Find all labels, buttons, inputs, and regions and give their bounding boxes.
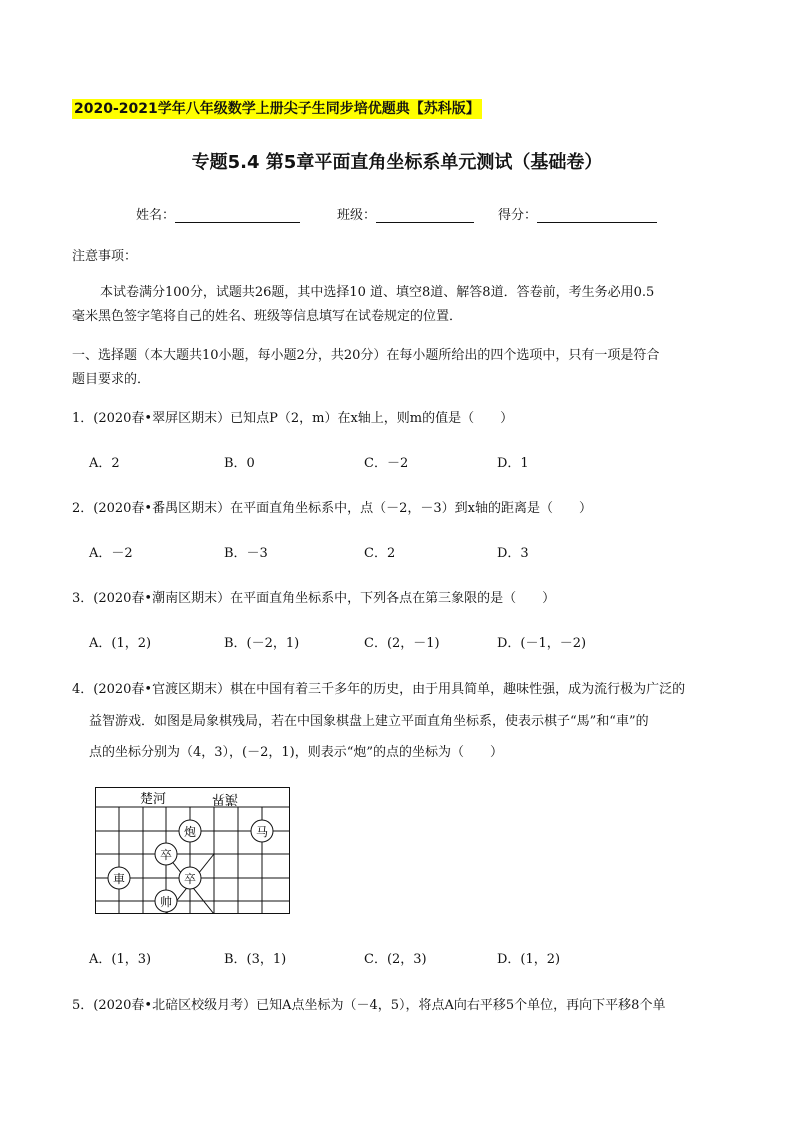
river-left-text: 楚河 [140,792,167,807]
question-4-line-3: 点的坐标分别为（4，3），(－2，1)，则表示“炮”的点的坐标为（ ） [89,745,504,760]
notes-line-1: 本试卷满分100分，试题共26题，其中选择10 道、填空8道、解答8道．答卷前，考生务必用0.5 [100,285,655,300]
q1-option-d: D．1 [497,456,529,471]
q4-option-c: C．(2，3) [364,952,427,967]
notes-line-2: 毫米黑色签字笔将自己的姓名、班级等信息填写在试卷规定的位置． [72,309,463,324]
piece-ma [251,820,273,842]
piece-ma-label: 马 [255,825,269,839]
class-label: 班级： [337,208,377,223]
name-label: 姓名： [136,208,176,223]
score-field [498,204,657,223]
q2-option-a: A．－2 [89,546,133,561]
section-1-line-2: 题目要求的． [72,372,151,387]
piece-zu-1-label: 卒 [159,848,173,862]
board-border [96,788,290,914]
piece-pao [179,820,201,842]
q3-option-c: C．(2，－1) [364,636,440,651]
name-blank [175,208,300,223]
river-right-text: 漢界 [211,791,239,806]
q4-option-d: D．(1，2) [497,952,561,967]
piece-zu-1 [155,843,177,865]
class-blank [376,208,474,223]
q4-option-b: B．(3，1) [224,952,287,967]
q2-option-c: C．2 [364,546,396,561]
xiangqi-board-figure [95,787,290,914]
piece-shuai-label: 帅 [159,895,173,909]
page-title: 专题5.4 第5章平面直角坐标系单元测试（基础卷） [191,152,603,173]
q4-option-a: A．(1，3) [89,952,152,967]
question-1: 1．(2020春•翠屏区期末）已知点P（2，m）在x轴上，则m的值是（ ） [72,411,514,426]
question-4-line-1: 4．(2020春•官渡区期末）棋在中国有着三千多年的历史，由于用具简单，趣味性强，成为流行极为广泛的 [72,682,686,697]
q1-option-b: B．0 [224,456,255,471]
q2-option-d: D．3 [497,546,529,561]
q3-option-a: A．(1，2) [89,636,152,651]
piece-shuai [155,890,177,912]
question-3: 3．(2020春•潮南区期末）在平面直角坐标系中，下列各点在第三象限的是（ ） [72,591,556,606]
q1-option-c: C．－2 [364,456,409,471]
piece-pao-label: 炮 [183,825,197,839]
name-field [136,204,300,223]
score-blank [537,208,657,223]
piece-zu-2 [179,867,201,889]
q3-option-d: D．(－1，－2) [497,636,587,651]
section-1-line-1: 一、选择题（本大题共10小题，每小题2分，共20分）在每小题所给出的四个选项中，只有一项是符合 [72,348,660,363]
class-field [337,204,474,223]
header-banner: 2020-2021学年八年级数学上册尖子生同步培优题典【苏科版】 [74,101,480,117]
piece-ju-label: 車 [112,872,126,886]
q1-option-a: A．2 [89,456,120,471]
score-label: 得分： [498,208,538,223]
piece-zu-2-label: 卒 [183,872,197,886]
piece-ju [108,867,130,889]
question-5-line-1: 5．(2020春•北碚区校级月考）已知A点坐标为（－4，5），将点A向右平移5个单位，再向下平移8个单 [72,998,666,1013]
question-4-line-2: 益智游戏．如图是局象棋残局，若在中国象棋盘上建立平面直角坐标系，使表示棋子“馬”和“車”的 [89,714,649,729]
q3-option-b: B．(－2，1) [224,636,300,651]
notes-heading: 注意事项： [72,249,138,264]
question-2: 2．(2020春•番禺区期末）在平面直角坐标系中，点（－2，－3）到x轴的距离是（ ） [72,501,592,516]
q2-option-b: B．－3 [224,546,268,561]
